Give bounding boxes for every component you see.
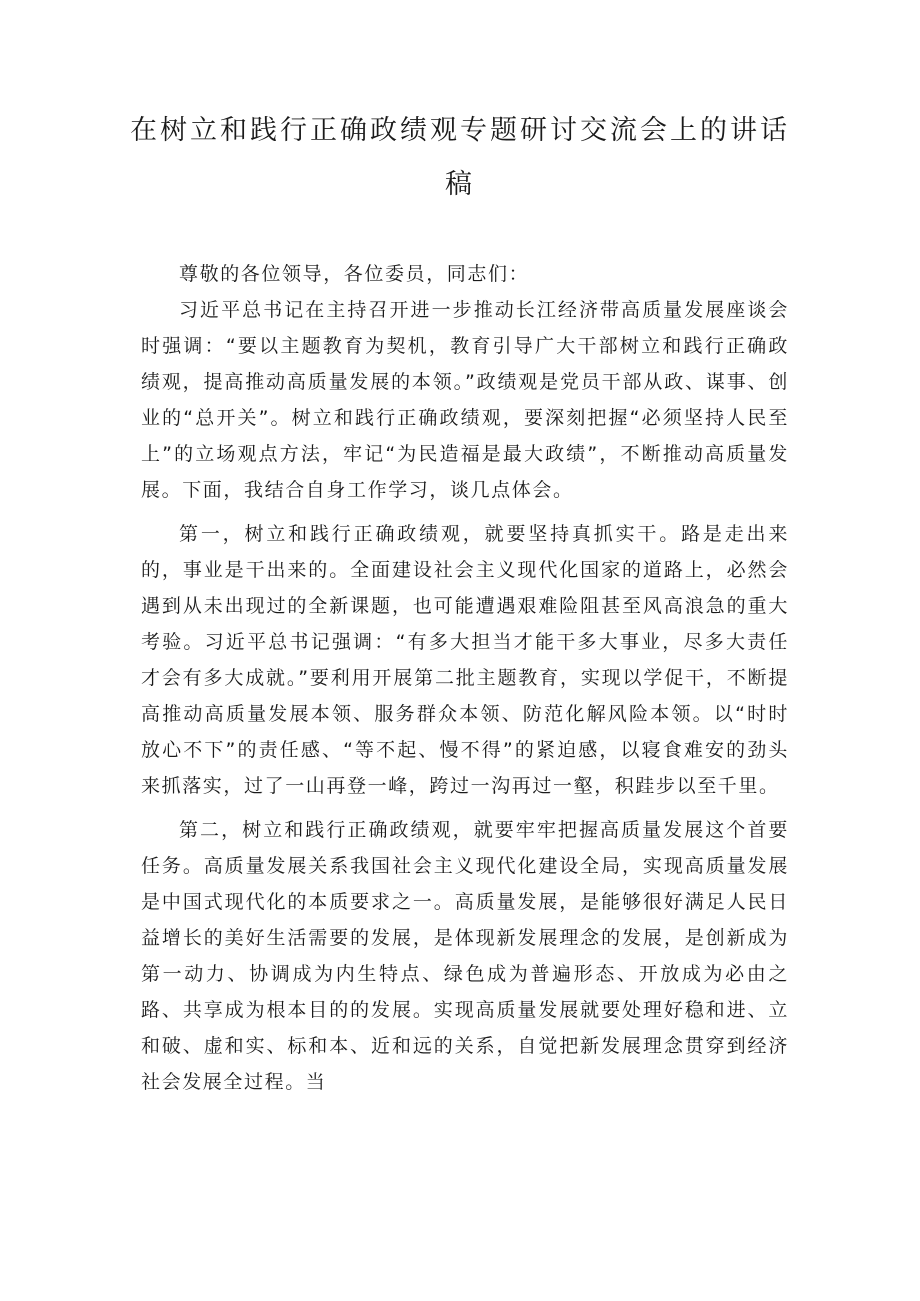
paragraph-intro: 习近平总书记在主持召开进一步推动长江经济带高质量发展座谈会时强调：“要以主题教育为契机，教育引导广大干部树立和践行正确政绩观，提高推动高质量发展的本领。”政绩观是党员干部从政、谋事、创业的“总开关”。树立和践行正确政绩观，要深刻把握“必须坚持人民至上”的立场观点方法，牢记“为民造福是最大政绩”，不断推动高质量发展。下面，我结合自身工作学习，谈几点体会。: [141, 299, 789, 501]
document-title-line-2: 稿: [445, 169, 475, 200]
salutation: 尊敬的各位领导，各位委员，同志们：: [179, 263, 530, 285]
document-body: [141, 256, 789, 1100]
document-title: [120, 104, 800, 212]
paragraph-first-point: 第一，树立和践行正确政绩观，就要坚持真抓实干。路是走出来的，事业是干出来的。全面建设社会主义现代化国家的道路上，必然会遇到从未出现过的全新课题，也可能遭遇艰难险阻甚至风高浪急的重大考验。习近平总书记强调：“有多大担当才能干多大事业，尽多大责任才会有多大成就。”要利用开展第二批主题教育，实现以学促干，不断提高推动高质量发展本领、服务群众本领、防范化解风险本领。以“时时放心不下”的责任感、“等不起、慢不得”的紧迫感，以寝食难安的劲头来抓落实，过了一山再登一峰，跨过一沟再过一壑，积跬步以至千里。: [141, 523, 789, 797]
paragraph-second-point: 第二，树立和践行正确政绩观，就要牢牢把握高质量发展这个首要任务。高质量发展关系我国社会主义现代化建设全局，实现高质量发展是中国式现代化的本质要求之一。高质量发展，是能够很好满足人民日益增长的美好生活需要的发展，是体现新发展理念的发展，是创新成为第一动力、协调成为内生特点、绿色成为普遍形态、开放成为必由之路、共享成为根本目的的发展。实现高质量发展就要处理好稳和进、立和破、虚和实、标和本、近和远的关系，自觉把新发展理念贯穿到经济社会发展全过程。当: [141, 819, 789, 1093]
document-title-line-1: 在树立和践行正确政绩观专题研讨交流会上的讲话: [130, 115, 790, 146]
